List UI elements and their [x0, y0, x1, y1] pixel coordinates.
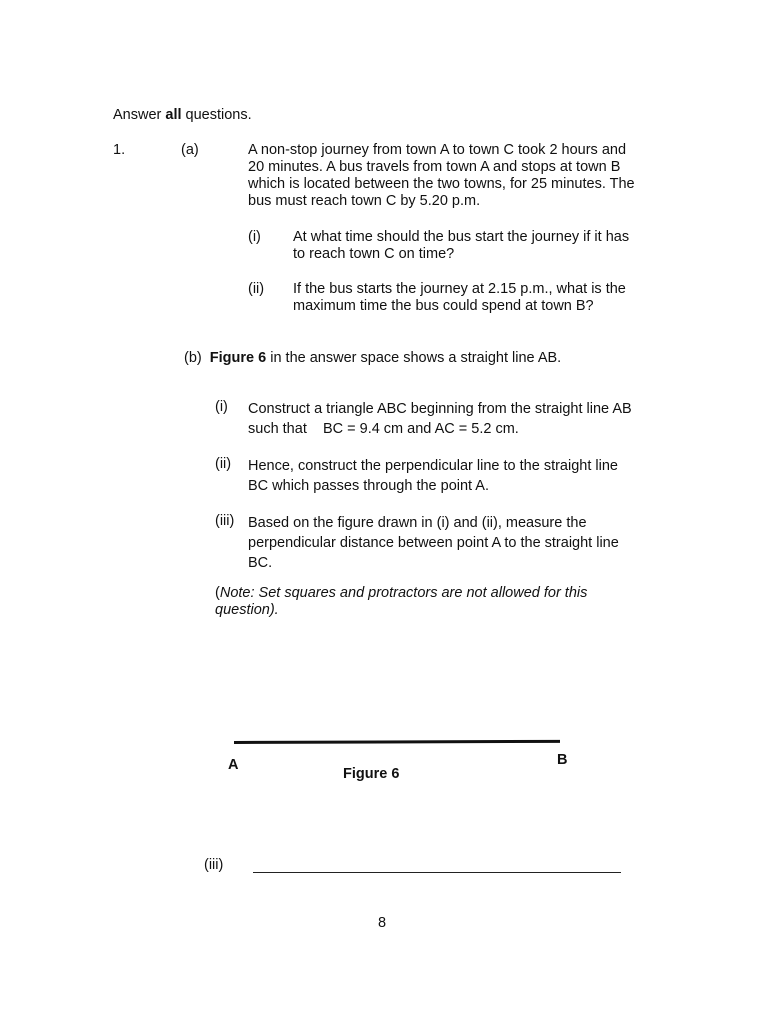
question-number: 1. — [113, 142, 126, 158]
part-a-i-label: (i) — [248, 229, 261, 245]
page-number: 8 — [378, 915, 387, 931]
part-a-text: A non-stop journey from town A to town C took 2 hours and 20 minutes. A bus travels from town A and stops at town B which is located between the two towns, for 25 minutes. The bus must reach town C by 5.20 p.m. — [248, 142, 635, 209]
answer-line — [253, 872, 621, 873]
part-a-label: (a) — [181, 142, 199, 158]
point-b-label: B — [557, 752, 568, 768]
figure-caption: Figure 6 — [343, 766, 400, 782]
part-b-ii-label: (ii) — [215, 456, 232, 472]
line-ab — [234, 740, 560, 744]
part-b-ii-text: Hence, construct the perpendicular line to the straight line BC which passes through the point A. — [248, 458, 618, 494]
instructions: Answer all questions. — [113, 107, 252, 123]
part-b-iii-label: (iii) — [215, 513, 235, 529]
answer-label: (iii) — [204, 857, 224, 873]
part-b-heading: (b) Figure 6 in the answer space shows a straight line AB. — [184, 350, 562, 366]
part-a-ii-text: If the bus starts the journey at 2.15 p.m., what is the maximum time the bus could spend at town B? — [293, 281, 626, 314]
part-a-i-text: At what time should the bus start the journey if it has to reach town C on time? — [293, 229, 630, 262]
part-b-i-text: Construct a triangle ABC beginning from the straight line AB such that BC = 9.4 cm and AC = 5.2 cm. — [248, 401, 632, 437]
note: (Note: Set squares and protractors are not allowed for this question). — [215, 585, 588, 618]
part-a-ii-label: (ii) — [248, 281, 265, 297]
point-a-label: A — [228, 757, 239, 773]
part-b-i-label: (i) — [215, 399, 228, 415]
part-b-iii-text: Based on the figure drawn in (i) and (ii), measure the perpendicular distance between point A to the straight line BC. — [248, 515, 619, 571]
